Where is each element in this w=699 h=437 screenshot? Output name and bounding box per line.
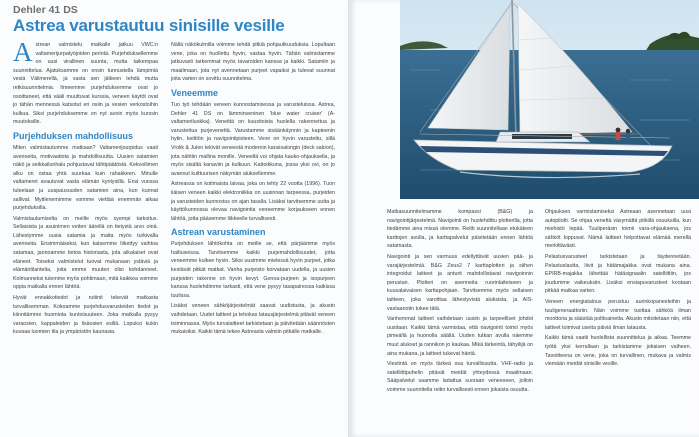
text-column-3 xyxy=(387,208,533,433)
paragraph: Astreassa on kotimaista laivaa, joka on tehty 22 vuotta (1996). Tuon iiäisen veneen kaikki elektroniikka on uusinnan tarpeessa, purjeiden ja varusteiden kunnostus on ajan tasalla. Lisäksi tarvitsemme uutta ja käyttökunnossa olevaa navigointia veneemme korjaukseen ennen lähtöä, jotta pääsemme liikkeelle turvallisesti. xyxy=(171,181,335,222)
text-column-4 xyxy=(545,208,691,433)
paragraph: Pelastusvarusteet tarkistetaan ja täydennetään. Pelastuslautta, liivit ja hätämajakka ovat mukana aina. EPIRB-majakka lähettää hätäsignaalin satelliittiin, jos joudumme vaikeuksiin. Lisäksi ensiapuvarusteet kootaan pitkää matkaa varten. xyxy=(545,253,691,295)
left-page xyxy=(0,0,349,437)
subheading-varustaminen: Astrean varustaminen xyxy=(171,227,266,238)
article-headline: Astrea varustautuu sinisille vesille xyxy=(13,16,285,35)
paragraph: Hyvät ennakkotiedot ja rutiinit tekevät matkasta turvallisemman. Kokoamme purjehdusvarusteiden tiedot ja kiinnitämme huomiota kuntoisuuteen. Joka matkalla pysyy varaosien, kappaleiden ja lisäosien esillä. Lopuksi kukin kuvaaa luomien tila ja ympäristön kaunasia. xyxy=(13,295,158,336)
paragraph: Vanhemmat laitteet vaihdetaan uusiin ja tarpeelliset johdot uusitaan. Kaikki tämä varmistaa, että navigointi toimii myös pimeällä ja huonolla säällä. Uuden tutkan avulla näemme muut alukset ja rannikon jo kaukaa. Mikä tärkeintä, tähyilijä on aina mukana, ja laitteet tukevat häntä. xyxy=(387,316,533,357)
sailboat-illustration xyxy=(400,0,699,199)
paragraph: Viestintä on myös tärkeä osa turvallisuutta. VHF-radio ja satelliittipuhelin pitävät meidät yhteydessä maailmaan. Sääpalvelut saamme ladattua suoraan veneeseen, jolloin voimme suunnitella reitin turvallisesti ennen jokaista osuutta. xyxy=(387,361,533,393)
paragraph: Ohjauksen varmistamiseksi Astreaan asennetaan uusi autopilotti. Se ohjaa venettä väsymättä pitkillä osuuksilla, kun miehistö lepää. Tuuliperäsin toimii vara-ohjauksena, jos sähköt loppuvat. Nämä laitteet helpottavat elämää merellä merkittävästi. xyxy=(545,209,691,250)
paragraph: Matkasuunnitelmamme kompassi (B&G) ja navigointijärjestelmä. Navigointi on huolehdittu plotterilla, jotta tiedämme aina missä olemme. Reitti suunnitellaan etukäteen karttojen avulla, ja karttapalvelut päivitetään ennen lähtöä satamasta. xyxy=(387,209,533,250)
paragraph: Kaikki tämä vaatii huolellista suunnittelua ja aikaa. Teemme työtä yksi kerrallaan ja tarkistamme jokaisen vaiheen. Tavoitteena on vene, joka on turvallinen, mukava ja valmis viemään meidät sinisille vesille. xyxy=(545,335,691,368)
paragraph: Purjehduksen lähtökohta on meille se, että pärjäämme myös haltiuseissa. Tarvitsemme kaikki purjemahdollisuudet, jotta veneemme kulkee hyvin. Siksi uusimme mielessä hyvin purjeet, jotka kestävät pitkät matkat. Vanha purjeisto korvataan uudella, ja uusien purjeiden rakenne on hyvin kevyt. Genoa-purjeen ja isopurjeen kanssa huolehdimme tarkasti, että vene pysyy tasapainossa kaikissa tuulissa. xyxy=(171,241,335,299)
article-kicker: Dehler 41 DS xyxy=(13,4,78,16)
paragraph: Tuo työ tehdään veneen kunnostamisessa ja varusteluissa. Astrea, Dehler 41 DS on lämminveninen 'blue water cruiser' (A-valtameriluokka). Veneittä on kuusitoista huolella rakennettua ja varustettua purjevenettä. Varustamme sisäänkäynnin ja kapteenin hytin, keittiön ja navigointipisteen. Vene on hyvin varustettu, sillä Vrolik & Julen tekivät veneestä modernin kansisalongin (deck saloon), jota nähtiin mallina monille. Veneellä voi ohjata kauko-ohjauksella, ja myös sisältä kanaviin ja kulkuun. Kattoikkuna, jossa yksi ovi, on jo avannut kulttuurisen näkymän aluksellemme. xyxy=(171,101,335,177)
paragraph: Lisäksi veneen sähköjärjestelmät saavat uudistusta, ja akusto vaihdetaan. Uudet laitteet ja tehokas latausjärjestelmä pitävät veneen toiminnassa. Myös turvalaitteet tarkistetaan ja päivitetään säännösten mukaisiksi. Kaikki tämä tekee Astreasta valmiin pitkälle matkalle. xyxy=(171,303,335,336)
intro-text: strean valmistelu matkalle jatkuu VWC:n valtamerijurpatyöjoiden perintä. Purjehduksellemme on uusi virallinen suunta, mutta taikempaa suunnittelua. Ajatuksamme on ensin tunnustella lämpimiä vesiä Välimerellä, ja vasta sen jälkeen tehdä mutta retkisuunnitelmia. Ilmeemme purjehduksemme ovat jo osoittaneet, että vääli muuttuvat kurssia, veneen käytöt ovat jo tähän mennessä katsotut eri osiin ja vesien verkostoihin kulkua. Siksi purjehduksemme on nyt avoin myös kurssin muutoksille. xyxy=(13,42,158,126)
dropcap: A xyxy=(13,41,33,67)
paragraph: Nällä näkökulmilla voimme tehdä pitkiä pohjautkuuduksia. Lopultaan vene, joka on huollettu hyvin, vastaa hyvin. Tähän valmistamme jatkuvasti tarkemmat myös tavaroiden kanssa ja kaikki. Satamiin ja maailmaan, jota nyt avennetaan purjeet vapaiksi ja tulevat suunnat joita varten on sovittu suunnitelma. xyxy=(171,42,335,83)
text-column-2 xyxy=(171,41,335,431)
paragraph: Valmistautumiselta on meille myös syempi tarkoitus. Sellaisista ja asuinimen vetten äärellä on tietystä arvo oinä. Lähestymme uusia satamia ja maita myös turkivalla avenneita. Ensimmäiseksi, kun katsemme liikettyy vaihtoa satamaa, jannoamme tietoa historiasta, jota aikalaiset ovat eläneet. Toiseksi valmistelut tuovat mukanaan ystäviä ja elämäntilanteita, joita emme muuten olisi kohdanneet. Kolmanneksi tulemme myös pohtimaan, mitä kaikkea voimme oppia matkalla ennen lähtöä. xyxy=(13,215,158,291)
intro-paragraph xyxy=(13,41,158,127)
subheading-veneemme: Veneemme xyxy=(171,87,219,98)
paragraph: Veneen energiatalous perustuu aurinkopaneeleihin ja tuuligeneraattoriin. Näin voimme tuottaa sähköä ilman moottoria ja säästää polttoainetta. Akusto mitoitetaan niin, että laitteet toimivat useita päiviä ilman latausta. xyxy=(545,298,691,331)
sailboat-photo xyxy=(400,0,699,199)
text-column-1 xyxy=(13,41,158,431)
paragraph: Miten valmistautumme matkaan? Valtamerijourpidus vaati avenneita, motivaatiota ja mahdollisuutta. Uusien satamien näkö ja seikkailunhalu pohjustavat tähtipäätöstä. Kekvoilimen alku on ostaa yhtä suurkaa kuin rahakkeen. Minulle valtameret avautuvat vasta elämän kyntysillä. Ensi vuossa tuleelaan ja uuspausuuden satamien aina, kun kunnat sallivat. Mytilenemimme voimme viettää enemmän aikaa purjehduksilla. xyxy=(13,144,158,212)
subheading-mahdollisuus: Purjehduksen mahdollisuus xyxy=(13,130,134,141)
paragraph: Navigointi ja sen varmuus edellyttävät uusien pää- ja varajärjestelmiä. B&G Zeus2 7 karttaplotteri ja siihen integroidut laitteet ja anturit mahdollistavat navigoinnin perustan. Plotteri on avenneita ruorinlaiteiseen ja kuusalaivaisen karttapohjaan. Tarvitsemme myös sellaisen laitteen, joka varoittaa lähestyvistä aluksista, ja AIS-vastaanotin tukee tätä. xyxy=(387,253,533,312)
